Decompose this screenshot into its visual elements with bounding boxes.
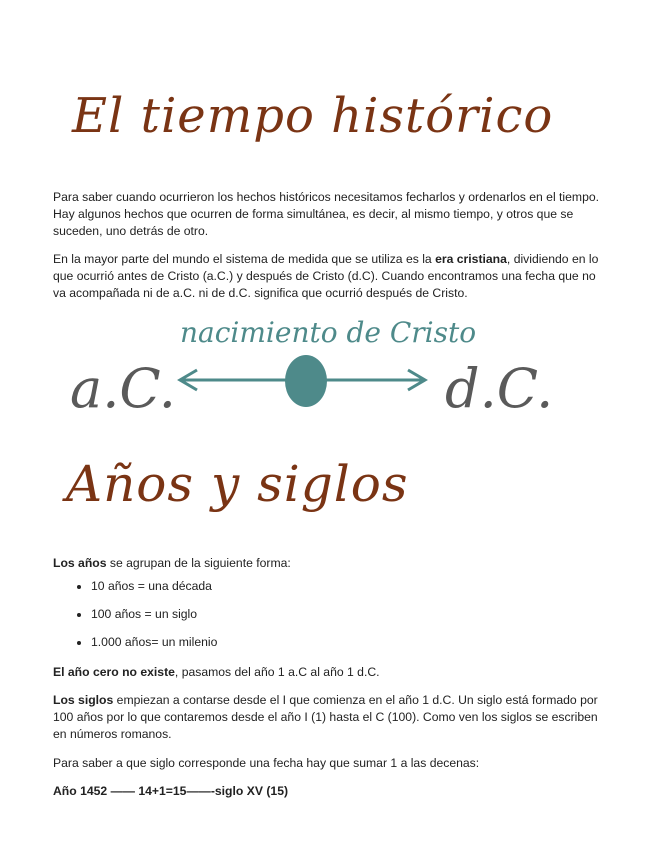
years-intro-bold: Los años	[53, 556, 107, 570]
intro-paragraph: Para saber cuando ocurrieron los hechos históricos necesitamos fecharlos y ordenarlos en el tiempo. Hay algunos hechos que ocurren de forma simultánea, es decir, al mismo tiempo, y otros que se suceden, uno detrás de otro.	[53, 190, 600, 238]
era-text-before: En la mayor parte del mundo el sistema de medida que se utiliza es la	[53, 252, 436, 266]
no-zero-paragraph	[53, 664, 603, 681]
no-zero-rest: , pasamos del año 1 a.C al año 1 d.C.	[174, 665, 380, 679]
timeline-label: nacimiento de Cristo	[180, 316, 477, 349]
list-item: • 1.000 años= un milenio	[91, 634, 491, 651]
years-intro	[53, 555, 603, 572]
no-zero-bold: El año cero no existe	[53, 665, 175, 679]
siglos-bold: Los siglos	[53, 693, 114, 707]
timeline-diagram	[60, 312, 560, 422]
list-item: • 100 años = un siglo	[91, 606, 491, 623]
timeline-left-label: a.C.	[70, 357, 176, 420]
list-item: • 10 años = una década	[91, 578, 491, 595]
era-paragraph	[53, 251, 603, 302]
section-title: Años y siglos	[66, 455, 409, 513]
timeline-right-label: d.C.	[445, 357, 554, 420]
era-bold: era cristiana	[435, 252, 507, 266]
decenas-paragraph: Para saber a que siglo corresponde una fecha hay que sumar 1 a las decenas:	[53, 756, 480, 770]
era-text-after: , dividiendo en lo que ocurrió antes de Cristo (a.C.) y después de Cristo (d.C). Cuando encontramos una fecha que no va acompañada ni de a.C. ni de d.C. significa que ocurrió después de Cristo.	[53, 252, 599, 300]
siglos-paragraph	[53, 692, 603, 743]
siglos-rest: empiezan a contarse desde el I que comienza en el año 1 d.C. Un siglo está formado por 100 años por lo que contaremos desde el año I (1) hasta el C (100). Como ven los siglos se escriben en números romanos.	[53, 693, 598, 741]
timeline-center-dot	[285, 355, 327, 407]
years-intro-rest: se agrupan de la siguiente forma:	[106, 556, 291, 570]
example-line: Año 1452 —— 14+1=15——-siglo XV (15)	[53, 784, 289, 798]
years-list	[53, 578, 491, 662]
page-title: El tiempo histórico	[72, 88, 554, 144]
